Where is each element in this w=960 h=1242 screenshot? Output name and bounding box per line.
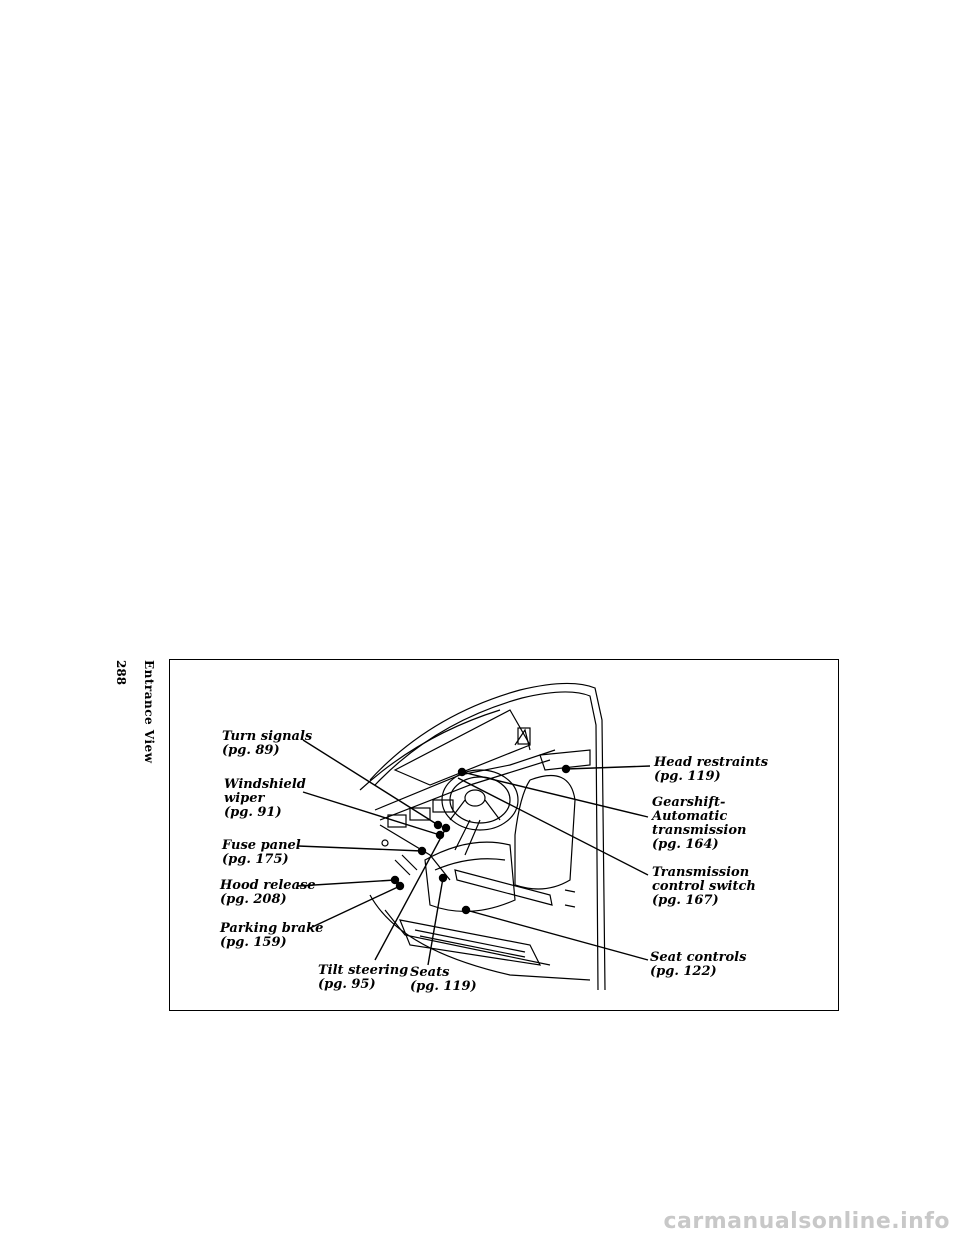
callout-fuse-panel: Fuse panel (pg. 175) <box>222 838 301 867</box>
callout-transmission-switch: Transmission control switch (pg. 167) <box>652 865 756 908</box>
callout-seats: Seats (pg. 119) <box>410 965 477 994</box>
diagram-frame <box>169 659 839 1011</box>
watermark: carmanualsonline.info <box>663 1209 950 1234</box>
callout-seat-controls: Seat controls (pg. 122) <box>650 950 747 979</box>
callout-head-restraints: Head restraints (pg. 119) <box>654 755 769 784</box>
callout-hood-release: Hood release (pg. 208) <box>220 878 316 907</box>
callout-windshield-wiper: Windshield wiper (pg. 91) <box>224 777 306 820</box>
page-number: 288 <box>114 660 128 686</box>
callout-turn-signals: Turn signals (pg. 89) <box>222 729 313 758</box>
section-title: Entrance View <box>142 660 156 764</box>
callout-gearshift: Gearshift- Automatic transmission (pg. 164) <box>652 795 747 852</box>
callout-parking-brake: Parking brake (pg. 159) <box>220 921 324 950</box>
callout-tilt-steering: Tilt steering (pg. 95) <box>318 963 409 992</box>
